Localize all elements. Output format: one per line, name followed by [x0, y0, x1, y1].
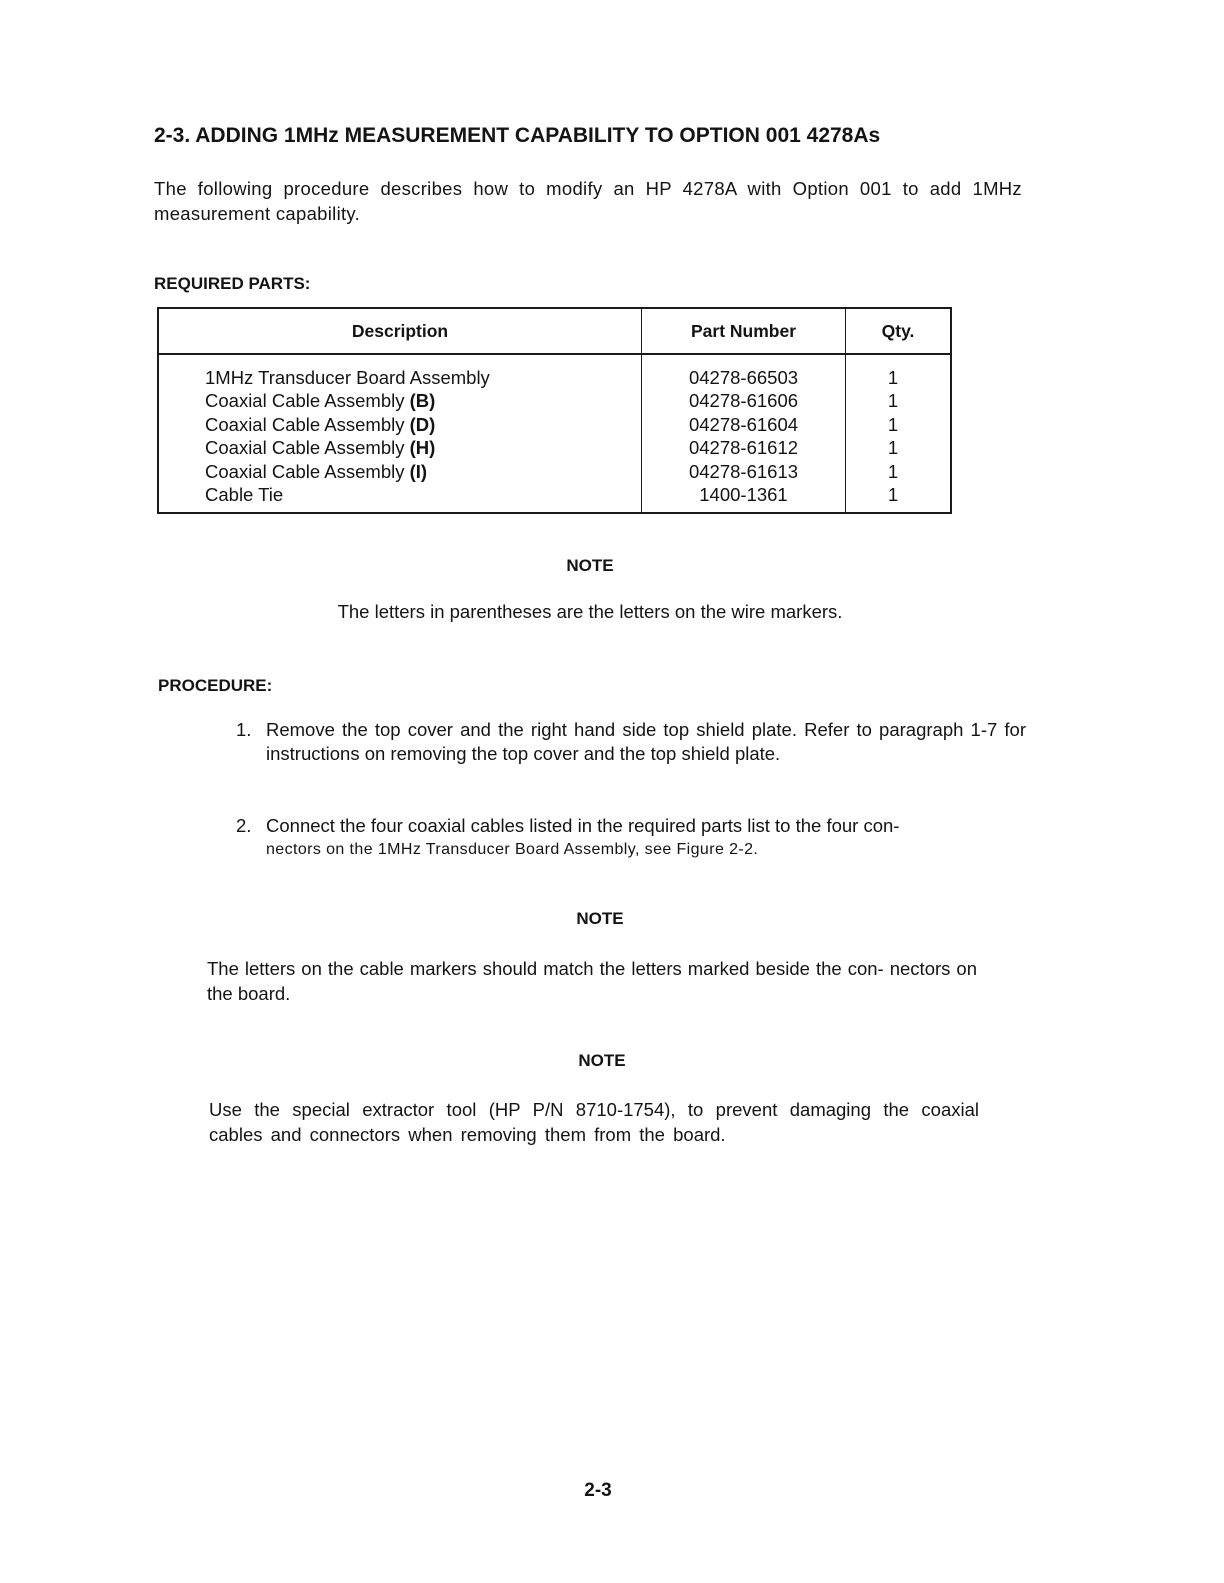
parts-table-body [158, 354, 951, 513]
part-qty: 1 [887, 390, 899, 412]
part-qty: 1 [887, 483, 899, 505]
part-qty: 1 [887, 460, 899, 482]
part-qty: 1 [887, 437, 899, 459]
qty-column [846, 354, 952, 513]
wire-marker: (D) [409, 413, 436, 435]
note-text: The letters in parentheses are the letters on the wire markers. [337, 601, 843, 622]
header-description: Description [158, 308, 642, 354]
part-description: Coaxial Cable Assembly (H) [205, 437, 436, 459]
step-text [266, 814, 1026, 862]
part-number: 04278-61613 [688, 460, 799, 482]
intro-paragraph: The following procedure describes how to modify an HP 4278A with Option 001 to add 1MHz measurement capability. [154, 178, 1022, 224]
step-number: 1. [236, 719, 252, 740]
step-text-line: Connect the four coaxial cables listed in the required parts list to the four con- [266, 815, 900, 836]
note-text: The letters on the cable markers should match the letters marked beside the con- nectors on the board. [207, 958, 977, 1004]
part-description: Coaxial Cable Assembly (B) [205, 390, 436, 412]
part-number-column [642, 354, 846, 513]
wire-marker: (I) [409, 460, 428, 482]
part-number: 04278-61604 [688, 413, 799, 435]
part-number: 04278-66503 [688, 367, 799, 388]
part-number: 04278-61606 [688, 390, 799, 412]
step-number: 2. [236, 815, 252, 836]
part-number: 04278-61612 [688, 437, 799, 459]
note-heading: NOTE [566, 556, 614, 575]
part-description: Coaxial Cable Assembly (D) [205, 413, 436, 435]
note-heading: NOTE [578, 1051, 626, 1070]
part-qty: 1 [887, 367, 899, 388]
part-description: Coaxial Cable Assembly (I) [205, 460, 428, 482]
part-qty: 1 [887, 413, 899, 435]
header-qty: Qty. [846, 308, 952, 354]
step-text: Remove the top cover and the right hand side top shield plate. Refer to paragraph 1-7 for instructions on removing the top cover and the top shield plate. [266, 719, 1026, 764]
wire-marker: (H) [409, 437, 436, 459]
part-description: Cable Tie [205, 483, 284, 505]
note-text: Use the special extractor tool (HP P/N 8710-1754), to prevent damaging the coaxial cables and connectors when removing them from the board. [209, 1099, 979, 1145]
header-part-number: Part Number [642, 308, 846, 354]
section-heading: 2-3. ADDING 1MHz MEASUREMENT CAPABILITY TO OPTION 001 4278As [154, 124, 881, 147]
page-number: 2-3 [584, 1480, 612, 1501]
required-parts-label: REQUIRED PARTS: [154, 274, 311, 293]
step-text-line: nectors on the 1MHz Transducer Board Assembly, see Figure 2-2. [266, 841, 759, 858]
note-heading: NOTE [576, 909, 624, 928]
parts-table [157, 307, 952, 514]
wire-marker: (B) [409, 390, 436, 412]
parts-table-header-row [158, 308, 951, 354]
description-column [158, 354, 642, 513]
procedure-label: PROCEDURE: [158, 676, 273, 695]
part-number: 1400-1361 [699, 483, 788, 505]
part-description: 1MHz Transducer Board Assembly [205, 367, 490, 388]
